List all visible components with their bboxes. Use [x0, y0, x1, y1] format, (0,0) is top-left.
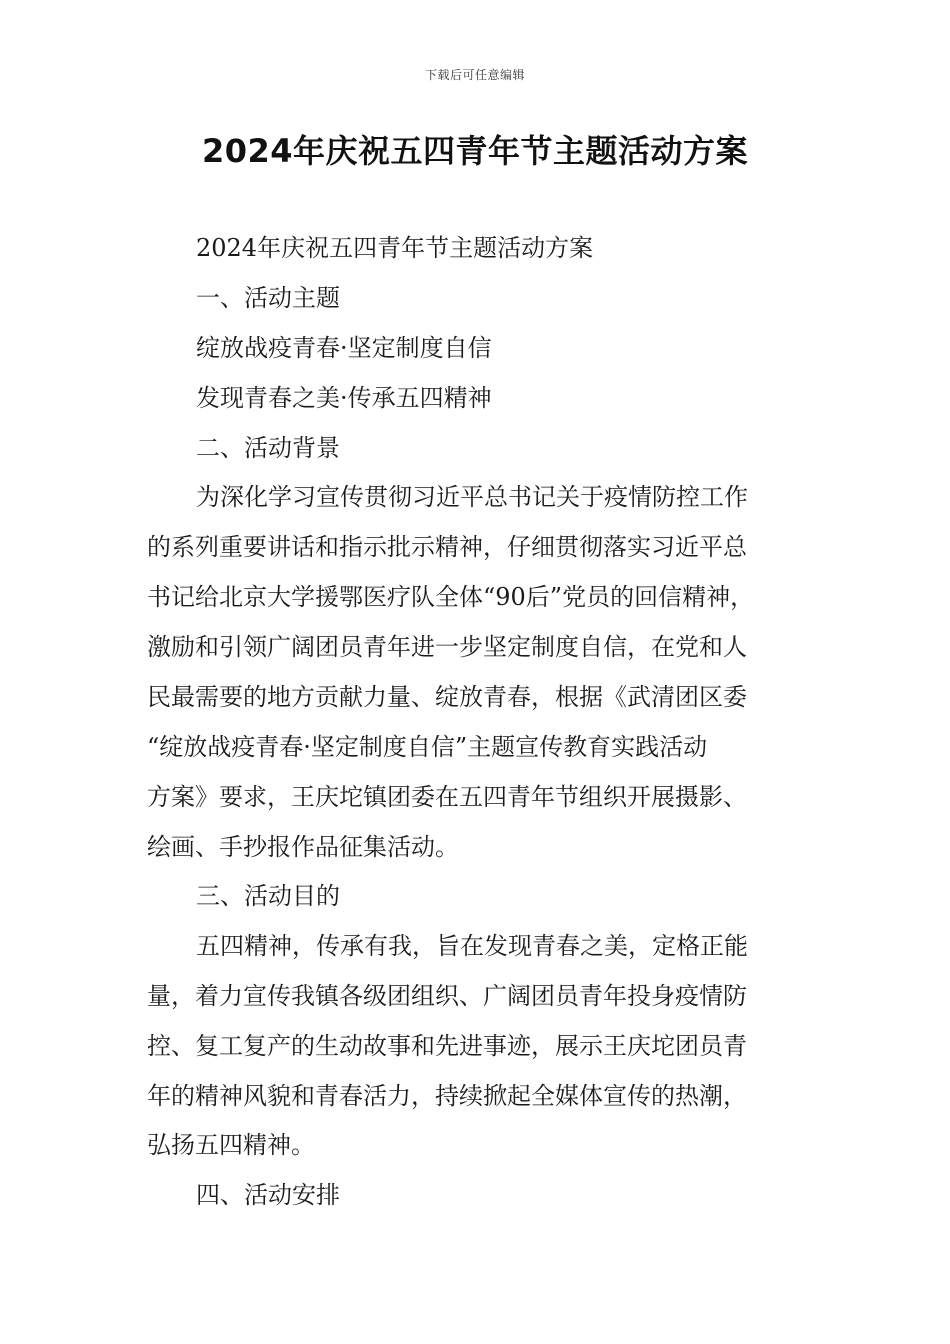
paragraph-line: 方案》要求，王庆坨镇团委在五四青年节组织开展摄影、 [147, 783, 747, 811]
paragraph-line: “绽放战疫青春·坚定制度自信”主题宣传教育实践活动 [147, 733, 708, 761]
paragraph-line: 控、复工复产的生动故事和先进事迹，展示王庆坨团员青 [147, 1032, 747, 1060]
section-heading-theme: 一、活动主题 [196, 284, 340, 312]
paragraph-line: 绘画、手抄报作品征集活动。 [147, 833, 459, 861]
paragraph-line: 年的精神风貌和青春活力，持续掀起全媒体宣传的热潮， [147, 1082, 747, 1110]
section-heading-arrangement: 四、活动安排 [196, 1181, 340, 1209]
header-note: 下载后可任意编辑 [424, 68, 525, 82]
document-title: 2024年庆祝五四青年节主题活动方案 [201, 132, 749, 170]
paragraph-line: 弘扬五四精神。 [147, 1131, 315, 1159]
paragraph-line: 书记给北京大学援鄂医疗队全体“90后”党员的回信精神， [147, 583, 755, 611]
section-heading-purpose: 三、活动目的 [196, 882, 340, 910]
paragraph-line: 五四精神，传承有我，旨在发现青春之美，定格正能 [196, 932, 748, 960]
paragraph-line: 的系列重要讲话和指示批示精神，仔细贯彻落实习近平总 [147, 533, 747, 561]
theme-line: 发现青春之美·传承五四精神 [196, 384, 492, 412]
paragraph-line: 激励和引领广阔团员青年进一步坚定制度自信，在党和人 [147, 633, 747, 661]
section-heading-background: 二、活动背景 [196, 434, 340, 462]
paragraph-line: 为深化学习宣传贯彻习近平总书记关于疫情防控工作 [196, 483, 748, 511]
theme-line: 绽放战疫青春·坚定制度自信 [196, 334, 492, 362]
paragraph-line: 民最需要的地方贡献力量、绽放青春，根据《武清团区委 [147, 683, 747, 711]
subtitle-line: 2024年庆祝五四青年节主题活动方案 [196, 234, 594, 262]
paragraph-line: 量，着力宣传我镇各级团组织、广阔团员青年投身疫情防 [147, 982, 747, 1010]
